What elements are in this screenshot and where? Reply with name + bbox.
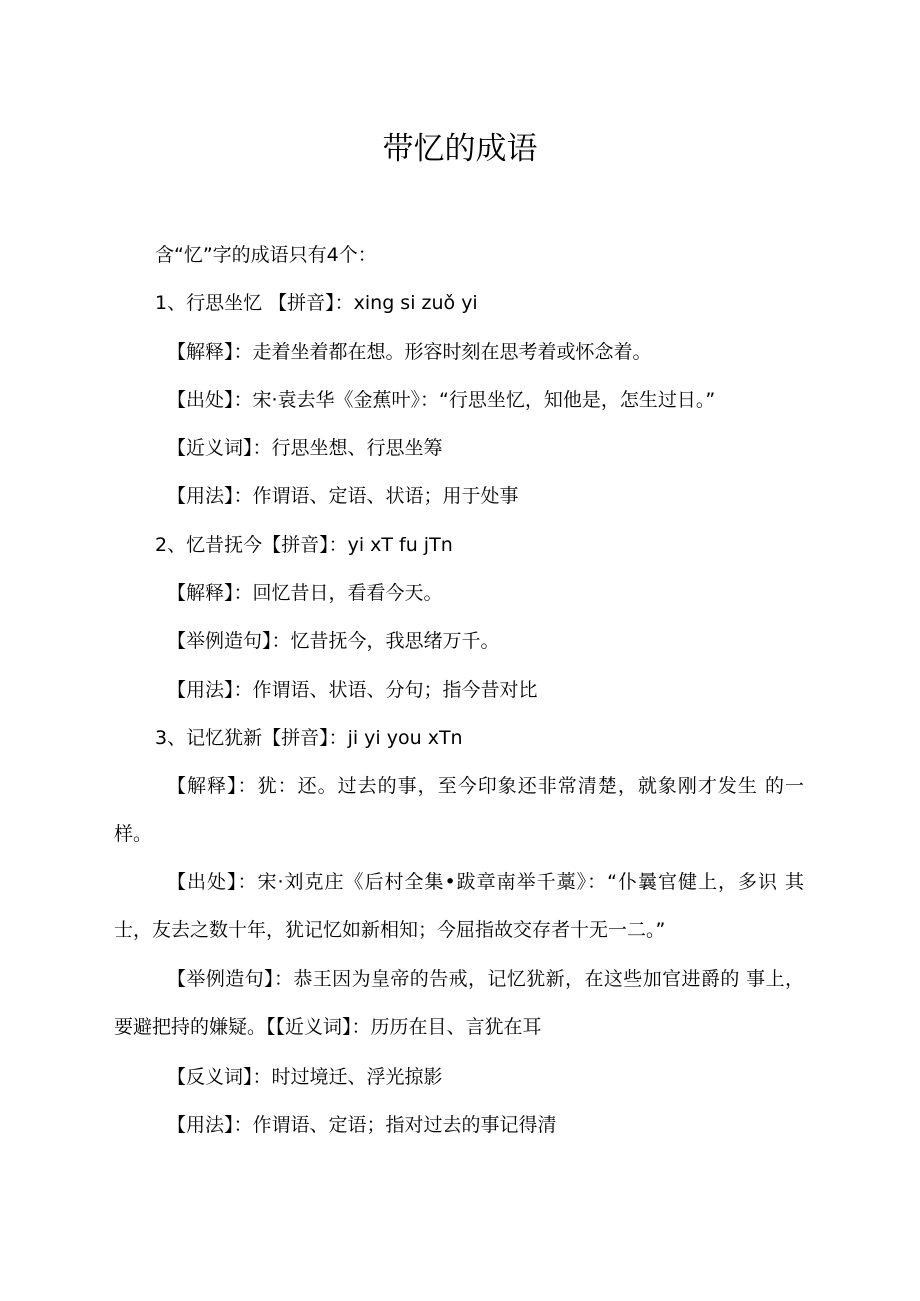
idiom-1-explanation: 【解释】：走着坐着都在想。形容时刻在思考着或怀念着。 <box>167 341 652 363</box>
idiom-3-explanation: 【解释】：犹：还。过去的事，至今印象还非常清楚，就象刚才发生 的一样。 <box>114 775 804 845</box>
intro-text: 含“忆”字的成语只有4个： <box>155 244 377 266</box>
idiom-3-example: 【举例造句】：恭王因为皇帝的告戒，记忆犹新，在这些加官进爵的 事上，要避把持的嫌疑。【【近义词】：历历在目、言犹在耳 <box>114 968 804 1038</box>
idiom-2-heading: 2、忆昔抚今【拼音】：yi xT fu jTn <box>155 534 453 556</box>
idiom-3-heading: 3、记忆犹新【拼音】：ji yi you xTn <box>155 727 463 749</box>
idiom-2-usage: 【用法】：作谓语、状语、分句；指今昔对比 <box>167 679 538 701</box>
idiom-1-heading: 1、行思坐忆 【拼音】：xing si zuǒ yi <box>155 292 478 314</box>
idiom-1-source: 【出处】：宋·袁去华《金蕉叶》：“行思坐忆，知他是，怎生过日。” <box>167 389 716 411</box>
idiom-1-usage: 【用法】：作谓语、定语、状语；用于处事 <box>167 485 519 507</box>
idiom-2-example: 【举例造句】：忆昔抚今，我思绪万千。 <box>167 630 500 652</box>
idiom-2-explanation: 【解释】：回忆昔日，看看今天。 <box>167 582 443 604</box>
idiom-3-usage: 【用法】：作谓语、定语；指对过去的事记得清 <box>167 1114 557 1136</box>
idiom-3-antonyms: 【反义词】：时过境迁、浮光掠影 <box>167 1066 443 1088</box>
idiom-3-source: 【出处】：宋·刘克庄《后村全集•跋章南举千藁》：“仆曩官健上，多识 其士，友去之数十年，犹记忆如新相知；今屈指故交存者十无一二。” <box>114 871 804 941</box>
document-title: 带忆的成语 <box>382 131 538 167</box>
idiom-1-synonyms: 【近义词】：行思坐想、行思坐筹 <box>167 437 443 459</box>
